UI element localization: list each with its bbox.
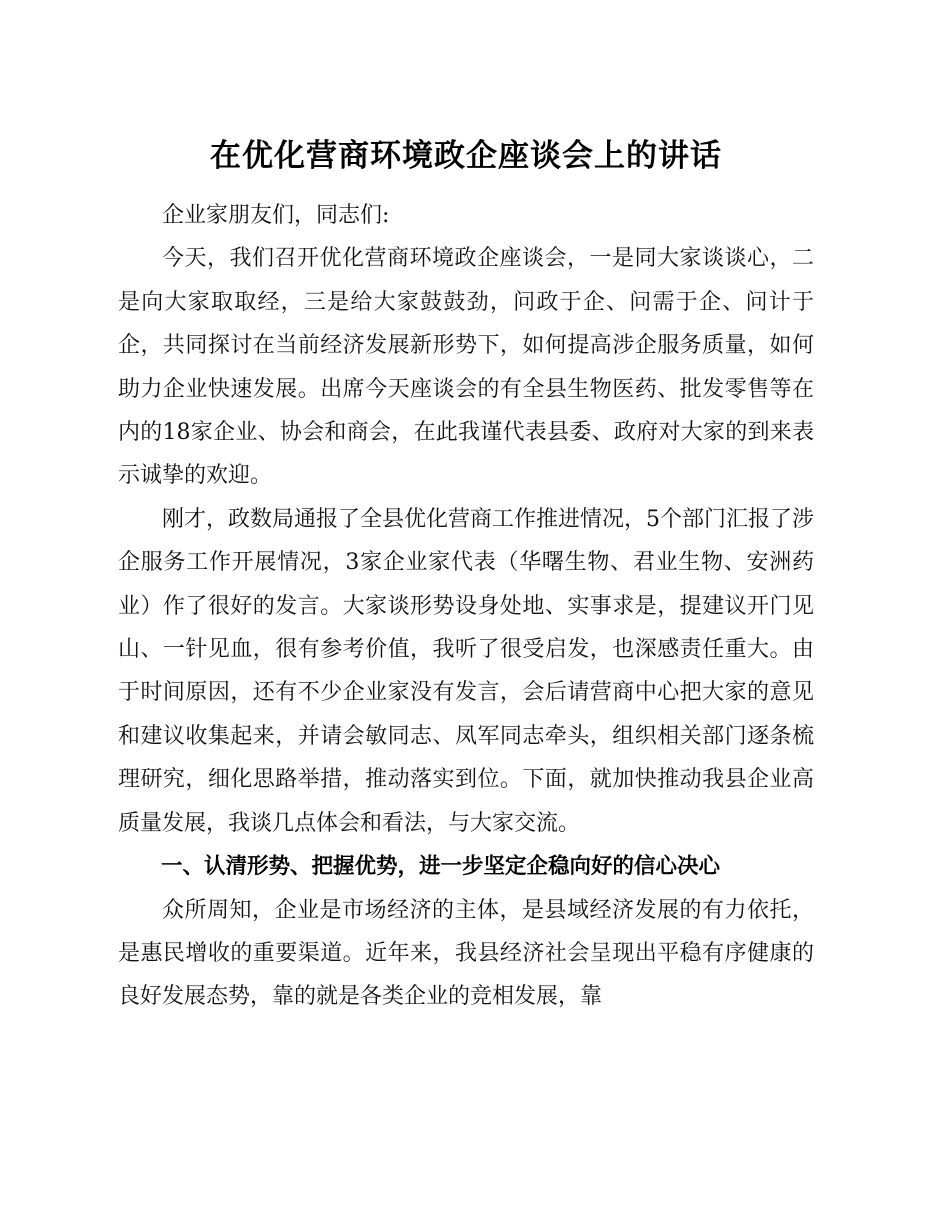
- document-body: [118, 130, 814, 1019]
- section-paragraph: 众所周知，企业是市场经济的主体，是县域经济发展的有力依托，是惠民增收的重要渠道。近年来，我县经济社会呈现出平稳有序健康的良好发展态势，靠的就是各类企业的竞相发展，靠: [118, 897, 814, 1010]
- paragraph-meeting-summary: 刚才，政数局通报了全县优化营商工作推进情况，5个部门汇报了涉企服务工作开展情况，3家企业家代表（华曙生物、君业生物、安洲药业）作了很好的发言。大家谈形势设身处地、实事求是，提建议开门见山、一针见血，很有参考价值，我听了很受启发，也深感责任重大。由于时间原因，还有不少企业家没有发言，会后请营商中心把大家的意见和建议收集起来，并请会敏同志、凤军同志牵头，组织相关部门逐条梳理研究，细化思路举措，推动落实到位。下面，就加快推动我县企业高质量发展，我谈几点体会和看法，与大家交流。: [118, 506, 814, 836]
- salutation: 企业家朋友们，同志们:: [162, 203, 390, 228]
- document-title: 在优化营商环境政企座谈会上的讲话: [210, 138, 722, 174]
- paragraph-opening: 今天，我们召开优化营商环境政企座谈会，一是同大家谈谈心，二是向大家取取经，三是给大家鼓鼓劲，问政于企、问需于企、问计于企，共同探讨在当前经济发展新形势下，如何提高涉企服务质量，如何助力企业快速发展。出席今天座谈会的有全县生物医药、批发零售等在内的18家企业、协会和商会，在此我谨代表县委、政府对大家的到来表示诚挚的欢迎。: [118, 246, 814, 489]
- section-heading: 一、认清形势、把握优势，进一步坚定企稳向好的信心决心: [161, 854, 721, 880]
